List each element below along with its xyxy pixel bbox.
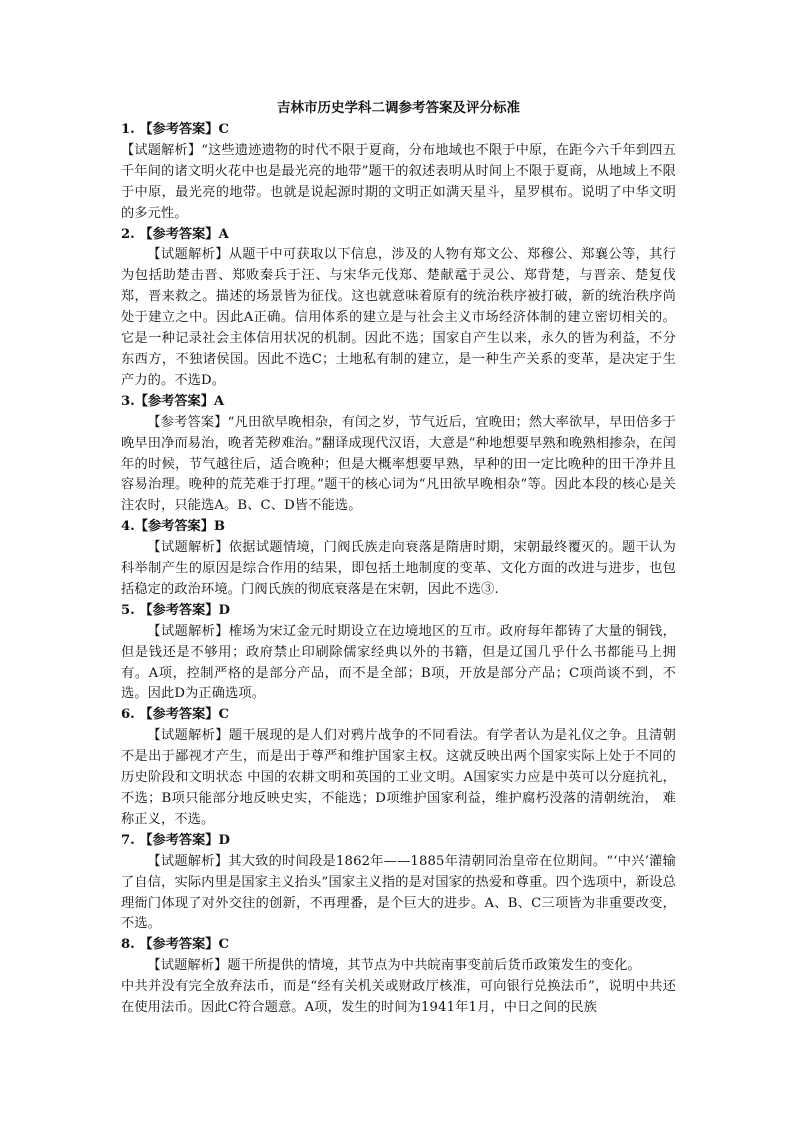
answer-item-8	[121, 935, 676, 1019]
answer-item-1	[121, 120, 676, 225]
answer-item-4	[121, 517, 676, 601]
analysis-paragraph: 【参考答案】“凡田欲早晚相杂，有闰之岁，节气近后，宜晚田；然大率欲早，早田倍多于晚早田净而易治，晚者芜秽难治。”翻译成现代汉语，大意是“种地想要早熟和晚熟相掺杂，在闰年的时候，节气越往后，适合晚种；但是大概率想要早熟，早种的田一定比晚种的田干净并且容易治理。晚种的荒芜难于打理。”题干的核心词为“凡田欲早晚相杂”等。因此本段的核心是关注农时，只能选A。B、C、D皆不能选。	[121, 414, 676, 514]
analysis-paragraph: 【试题解析】“这些遗迹遗物的时代不限于夏商，分布地域也不限于中原，在距今六千年到四五千年间的诸文明火花中也是最光亮的地带”题干的叙述表明从时间上不限于夏商，从地域上不限于中原，最光亮的地带。也就是说起源时期的文明正如满天星斗，星罗棋布。说明了中华文明的多元性。	[121, 142, 676, 221]
answer-heading: 6. 【参考答案】C	[121, 707, 229, 723]
answer-heading: 4.【参考答案】B	[121, 519, 226, 535]
analysis-paragraph: 【试题解析】题干所提供的情境，其节点为中共皖南事变前后货币政策发生的变化。	[147, 958, 641, 974]
analysis-paragraph: 【试题解析】依据试题情境，门阀氏族走向衰落是隋唐时期，宋朝最终覆灭的。题干认为科举制产生的原因是综合作用的结果，即包括土地制度的变革、文化方面的改进与进步，也包括稳定的政治环境。门阀氏族的彻底衰落是在宋朝，因此不选③.	[121, 540, 676, 597]
answer-heading: 7. 【参考答案】D	[121, 832, 230, 848]
answer-heading: 2. 【参考答案】A	[121, 226, 229, 242]
answer-heading: 5. 【参考答案】D	[121, 602, 230, 618]
answer-item-2	[121, 225, 676, 392]
page-title: 吉林市历史学科二调参考答案及评分标准	[277, 100, 520, 116]
answer-item-6	[121, 705, 676, 830]
analysis-paragraph: 【试题解析】榷场为宋辽金元时期设立在边境地区的互市。政府每年都铸了大量的铜钱，但是钱还是不够用；政府禁止印刷除儒家经典以外的书籍，但是辽国几乎什么书都能马上拥有。A项，控制严格的是部分产品，而不是全部；B项，开放是部分产品；C项尚谈不到，不选。因此D为正确选项。	[121, 623, 676, 702]
answer-heading: 1. 【参考答案】C	[121, 122, 229, 137]
answer-item-5	[121, 601, 676, 706]
analysis-paragraph: 【试题解析】从题干中可获取以下信息，涉及的人物有郑文公、郑穆公、郑襄公等，其行为包括助楚击晋、郑败秦兵于汪、与宋华元伐郑、楚献鼋于灵公、郑背楚，与晋亲、楚复伐郑，晋来救之。描述的场景皆为征伐。这也就意味着原有的统治秩序被打破，新的统治秩序尚处于建立之中。因此A正确。信用体系的建立是与社会主义市场经济体制的建立密切相关的。它是一种记录社会主体信用状况的机制。因此不选；国家自产生以来，永久的皆为利益，不分东西方，不独诸侯国。因此不选C；土地私有制的建立，是一种生产关系的变革，是决定于生产力的。不选D。	[121, 247, 676, 388]
analysis-paragraph: 【试题解析】题干展现的是人们对鸦片战争的不同看法。有学者认为是礼仪之争。且清朝不是出于鄙视才产生，而是出于尊严和维护国家主权。这就反映出两个国家实际上处于不同的历史阶段和文明状态 中国的农耕文明和英国的工业文明。A国家实力应是中英可以分庭抗礼，不选；B项只能部分地反映史实，不能选；D项维护国家利益，维护腐朽没落的清朝统治， 难称正义，不选。	[121, 728, 676, 827]
answer-item-3	[121, 392, 676, 517]
analysis-paragraph: 【试题解析】其大致的时间段是1862年——1885年清朝同治皇帝在位期间。“‘中兴’灌输了自信，实际内里是国家主义抬头”国家主义指的是对国家的热爱和尊重。四个选项中，新设总理衙门体现了对外交往的创新，不再理番，是个巨大的进步。A、B、C三项皆为非重要改变，不选。	[121, 853, 676, 932]
analysis-paragraph: 中共并没有完全放弃法币，而是“经有关机关或财政厅核准，可向银行兑换法币”，说明中共还在使用法币。因此C符合题意。A项，发生的时间为1941年1月，中日之间的民族	[121, 979, 676, 1016]
answer-item-7	[121, 831, 676, 936]
answer-heading: 3.【参考答案】A	[121, 393, 225, 409]
answer-heading: 8. 【参考答案】C	[121, 937, 229, 953]
